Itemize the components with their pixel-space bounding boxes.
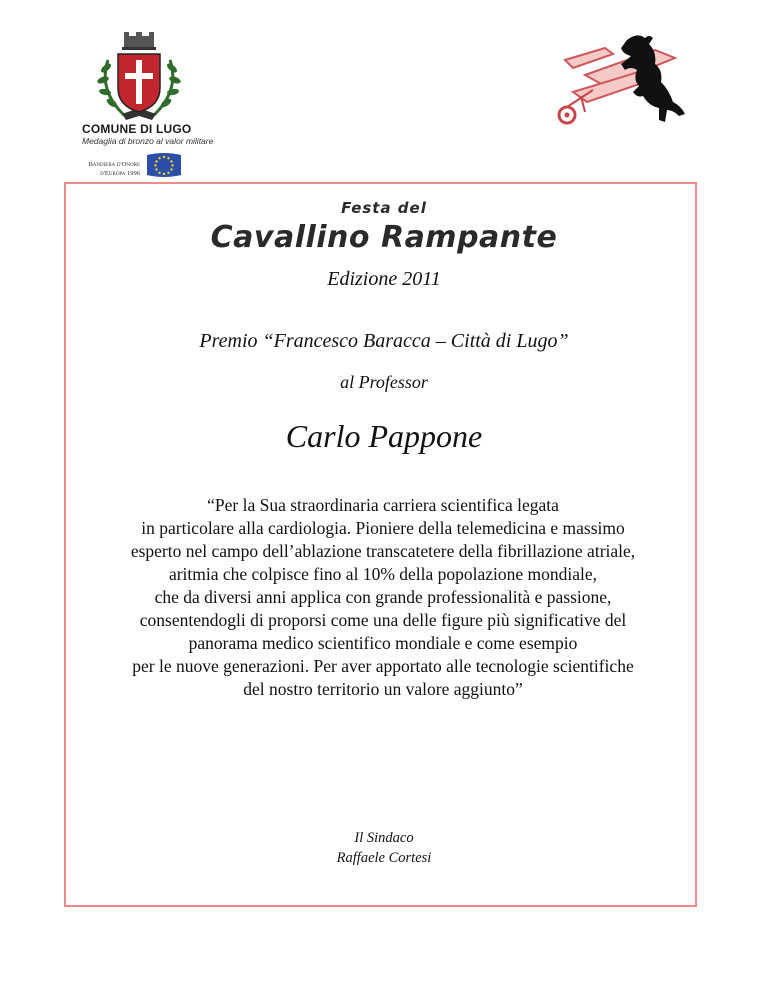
edition-text: Edizione 2011	[327, 268, 441, 290]
motivation-line: panorama medico scientifico mondiale e come esempio	[188, 633, 578, 653]
recipient-prefix: al Professor	[340, 372, 428, 392]
motivation-paragraph	[68, 494, 698, 701]
motivation-line: che da diversi anni applica con grande professionalità e passione,	[154, 587, 612, 607]
motivation-line: per le nuove generazioni. Per aver apportato alle tecnologie scientifiche	[132, 656, 634, 676]
comune-name: COMUNE DI LUGO	[82, 122, 192, 136]
bandiera-caption	[78, 160, 140, 178]
award-name: Premio “Francesco Baracca – Città di Lugo”	[199, 330, 569, 352]
lugo-crest-icon	[94, 30, 184, 125]
cavallino-rampante-logo-icon	[545, 30, 690, 130]
bandiera-line: Bandiera d'Onore	[88, 161, 140, 168]
comune-medal-caption: Medaglia di bronzo al valor militare	[82, 136, 214, 146]
motivation-line: del nostro territorio un valore aggiunto”	[243, 679, 523, 699]
eu-flag-icon	[146, 152, 182, 178]
cavallino-title: Cavallino Rampante	[210, 220, 558, 255]
recipient-name: Carlo Pappone	[285, 418, 483, 454]
festa-title: Festa del	[341, 199, 427, 217]
comune-logo	[72, 30, 202, 135]
signature-title: Il Sindaco	[354, 830, 414, 846]
bandiera-line: d'Europa 1996	[100, 170, 140, 177]
motivation-line: in particolare alla cardiologia. Pioniere della telemedicina e massimo	[141, 518, 625, 538]
motivation-line: consentendogli di proporsi come una delle figure più significative del	[139, 610, 627, 630]
motivation-line: esperto nel campo dell’ablazione transcatetere della fibrillazione atriale,	[130, 541, 636, 561]
signature-name: Raffaele Cortesi	[336, 850, 432, 866]
motivation-line: aritmia che colpisce fino al 10% della popolazione mondiale,	[168, 564, 598, 584]
motivation-line: “Per la Sua straordinaria carriera scientifica legata	[207, 495, 559, 515]
